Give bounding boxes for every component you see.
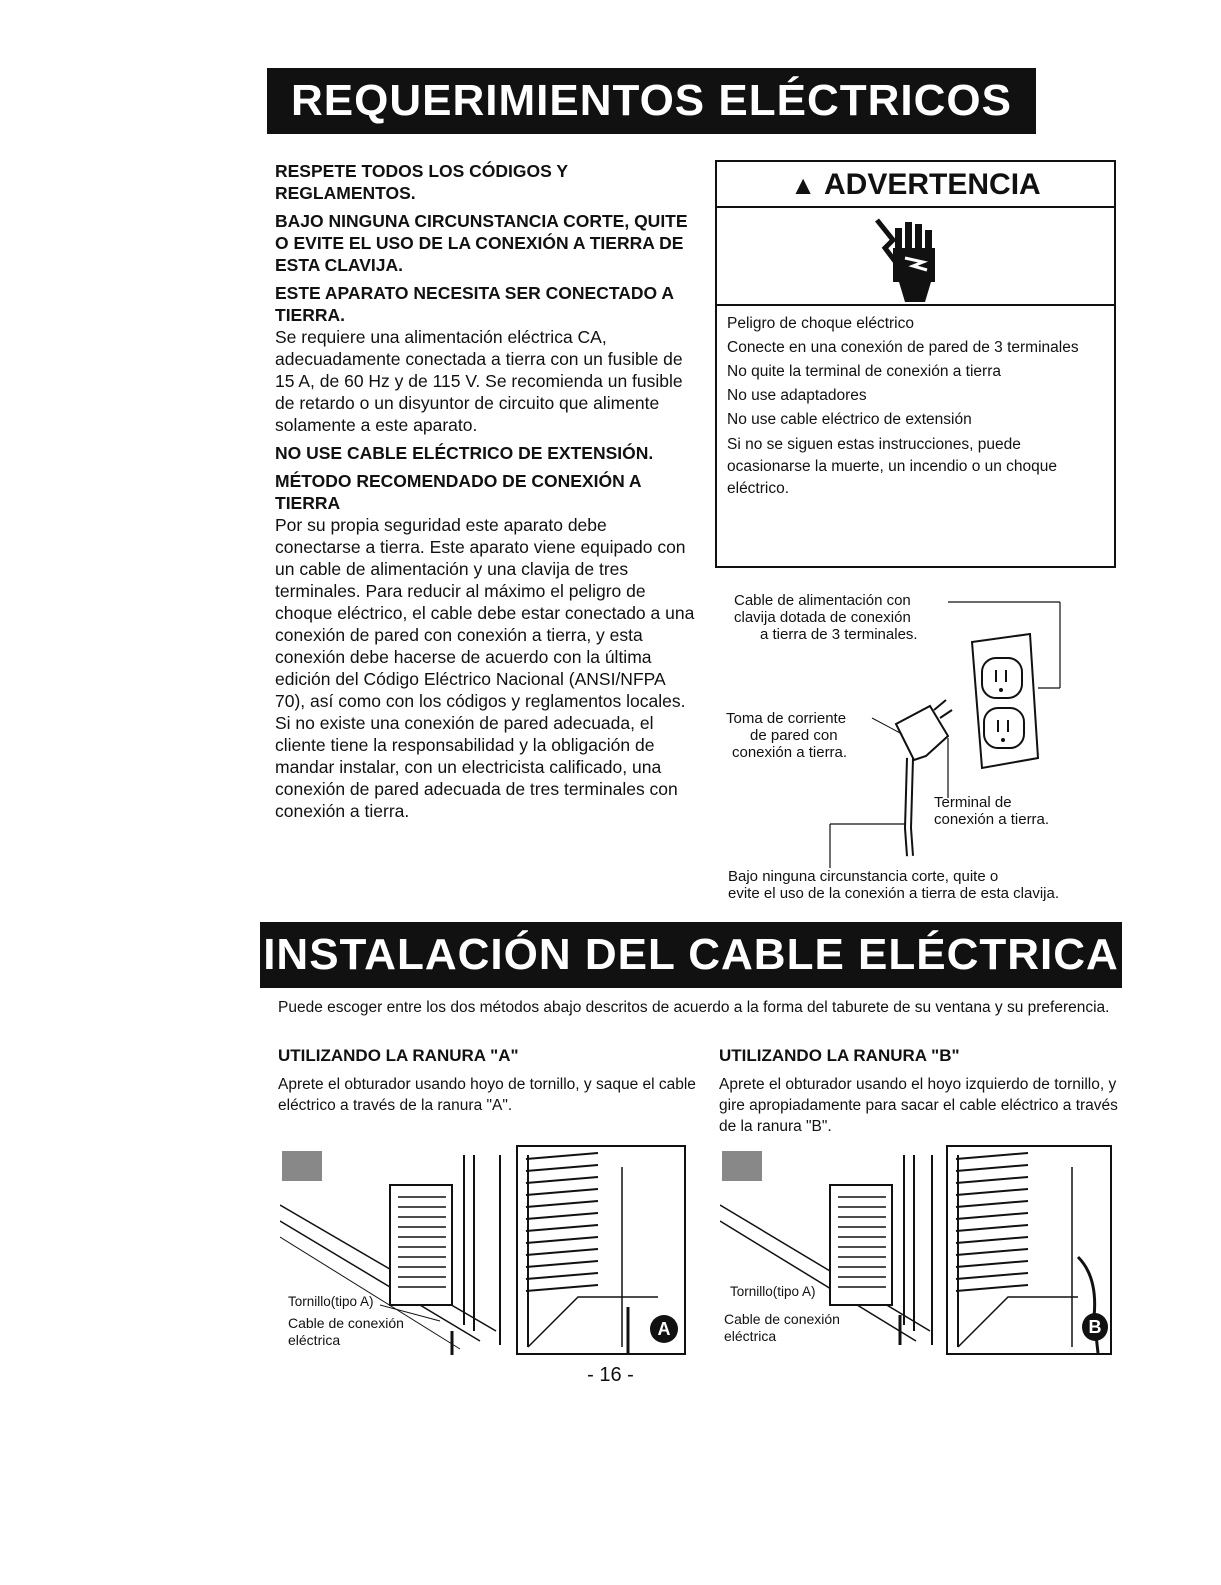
outlet-label-line2: de pared con (750, 727, 838, 744)
cable-label-line2: eléctrica (288, 1332, 341, 1348)
installation-intro: Puede escoger entre los dos métodos abajo descritos de acuerdo a la forma del taburete de su ventana y su preferencia. (278, 999, 1110, 1016)
slot-a-detail-illustration (516, 1145, 686, 1355)
heading-ground-warning: BAJO NINGUNA CIRCUNSTANCIA CORTE, QUITE O EVITE EL USO DE LA CONEXIÓN A TIERRA DE ESTA CLAVIJA. (275, 211, 688, 275)
outlet-label-line1: Toma de corriente (726, 710, 847, 727)
figure-caption-line2: evite el uso de la conexión a tierra de esta clavija. (728, 885, 1060, 902)
warning-item: Peligro de choque eléctrico (727, 315, 914, 332)
text-slot-b: Aprete el obturador usando el hoyo izquierdo de tornillo, y gire apropiadamente para sacar el cable eléctrico a través de la ranura "B". (719, 1076, 1118, 1135)
cord-label-line3: a tierra de 3 terminales. (760, 626, 918, 643)
paragraph-power-supply: Se requiere una alimentación eléctrica CA, adecuadamente conectada a tierra con un fusible de 15 A, de 60 Hz y de 115 V. Se recomienda un fusible de retardo o un disyuntor de circuito que alimente solamente a este aparato. (275, 327, 683, 435)
outlet-label-line3: conexión a tierra. (732, 744, 848, 761)
heading-grounded: ESTE APARATO NECESITA SER CONECTADO A TIERRA. (275, 283, 674, 325)
warning-item: No use cable eléctrico de extensión (727, 411, 972, 428)
electrical-requirements-text (275, 160, 695, 828)
warning-item: No quite la terminal de conexión a tierra (727, 363, 1001, 380)
figure-caption-line1: Bajo ninguna circunstancia corte, quite o (728, 868, 999, 885)
terminal-label-line2: conexión a tierra. (934, 811, 1050, 828)
screw-label: Tornillo(tipo A) (288, 1294, 374, 1309)
slot-b-detail-illustration (946, 1145, 1112, 1355)
warning-item: No use adaptadores (727, 387, 867, 404)
warning-item: Si no se siguen estas instrucciones, puede ocasionarse la muerte, un incendio o un choque eléctrico. (727, 436, 1058, 497)
slot-a-badge: A (650, 1315, 678, 1343)
cord-label-line1: Cable de alimentación con (734, 592, 911, 609)
section-title-cord-installation: INSTALACIÓN DEL CABLE ELÉCTRICA (260, 922, 1122, 988)
heading-grounding-method: MÉTODO RECOMENDADO DE CONEXIÓN A TIERRA (275, 471, 641, 513)
slot-a-unit-illustration (280, 1145, 512, 1355)
cord-label-line2: clavija dotada de conexión (734, 609, 911, 626)
screw-label-b: Tornillo(tipo A) (730, 1284, 816, 1299)
text-slot-a: Aprete el obturador usando hoyo de tornillo, y saque el cable eléctrico a través de la ranura "A". (278, 1076, 696, 1114)
grounded-outlet-figure (720, 588, 1120, 908)
paragraph-grounding-method: Por su propia seguridad este aparato debe conectarse a tierra. Este aparato viene equipado con un cable de alimentación y una clavija de tres terminales. Para reducir al máximo el peligro de choque eléctrico, el cable debe estar conectado a una conexión de pared con conexión a tierra, y esta conexión debe hacerse de acuerdo con la última edición del Código Eléctrico Nacional (ANSI/NFPA 70), así como con los códigos y reglamentos locales. Si no existe una conexión de pared adecuada, el cliente tiene la responsabilidad y la obligación de mandar instalar, con un electricista calificado, una conexión de pared adecuada de tres terminales con conexión a tierra. (275, 515, 695, 821)
slot-b-unit-illustration (720, 1145, 940, 1355)
cable-label-b-line2: eléctrica (724, 1328, 777, 1344)
heading-slot-a: UTILIZANDO LA RANURA "A" (278, 1046, 519, 1065)
cable-label-line1: Cable de conexión (288, 1315, 404, 1331)
terminal-label-line1: Terminal de (934, 794, 1012, 811)
heading-no-extension: NO USE CABLE ELÉCTRICO DE EXTENSIÓN. (275, 443, 654, 463)
warning-list (717, 306, 1114, 500)
heading-codes: RESPETE TODOS LOS CÓDIGOS Y REGLAMENTOS. (275, 161, 568, 203)
warning-triangle-icon: ▲ (790, 170, 817, 200)
page-number: - 16 - (587, 1364, 634, 1386)
warning-box (715, 160, 1116, 568)
section-title-electrical-requirements: REQUERIMIENTOS ELÉCTRICOS (267, 68, 1036, 134)
slot-b-badge: B (1082, 1313, 1108, 1341)
warning-title: ▲ ADVERTENCIA (717, 162, 1114, 208)
cable-label-b-line1: Cable de conexión (724, 1311, 840, 1327)
heading-slot-b: UTILIZANDO LA RANURA "B" (719, 1046, 960, 1065)
warning-item: Conecte en una conexión de pared de 3 terminales (727, 339, 1079, 356)
electric-shock-hand-icon (717, 208, 1114, 306)
